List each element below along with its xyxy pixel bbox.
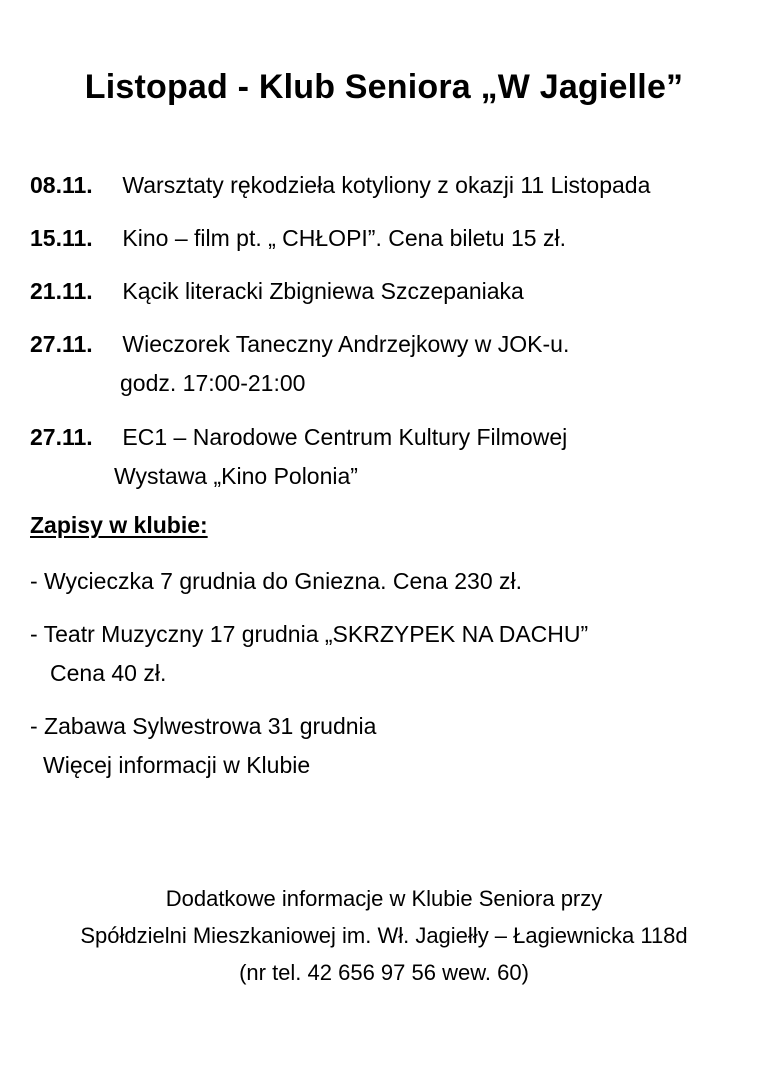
signup-continuation: Więcej informacji w Klubie [43,752,311,778]
event-date: 08.11. [30,172,93,198]
signup-continuation: Cena 40 zł. [50,660,167,686]
footer-line: Spółdzielni Mieszkaniowej im. Wł. Jagiełły – Łagiewnicka 118d [80,923,688,948]
event-item [30,172,650,199]
event-continuation: godz. 17:00-21:00 [120,370,306,396]
event-text: Kino – film pt. „ CHŁOPI”. Cena biletu 15 zł. [122,225,566,251]
event-date: 21.11. [30,278,93,304]
footer-phone: (nr tel. 42 656 97 56 wew. 60) [239,960,529,985]
event-date: 27.11. [30,331,93,357]
signups-heading: Zapisy w klubie: [30,512,208,538]
footer-line: Dodatkowe informacje w Klubie Seniora przy [165,886,603,911]
page-title: Listopad - Klub Seniora „W Jagielle” [84,68,684,106]
event-date: 15.11. [30,225,93,251]
event-text: Warsztaty rękodzieła kotyliony z okazji 11 Listopada [122,172,651,198]
event-item [30,225,566,252]
event-item [30,278,524,305]
event-date: 27.11. [30,424,93,450]
signup-item: - Teatr Muzyczny 17 grudnia „SKRZYPEK NA DACHU” [30,621,589,647]
event-text: EC1 – Narodowe Centrum Kultury Filmowej [122,424,568,450]
event-continuation: Wystawa „Kino Polonia” [114,463,358,489]
event-text: Kącik literacki Zbigniewa Szczepaniaka [122,278,524,304]
signup-item: - Zabawa Sylwestrowa 31 grudnia [30,713,377,739]
signup-item: - Wycieczka 7 grudnia do Gniezna. Cena 230 zł. [30,568,522,594]
event-item [30,331,569,358]
event-text: Wieczorek Taneczny Andrzejkowy w JOK-u. [122,331,570,357]
event-item [30,424,567,451]
